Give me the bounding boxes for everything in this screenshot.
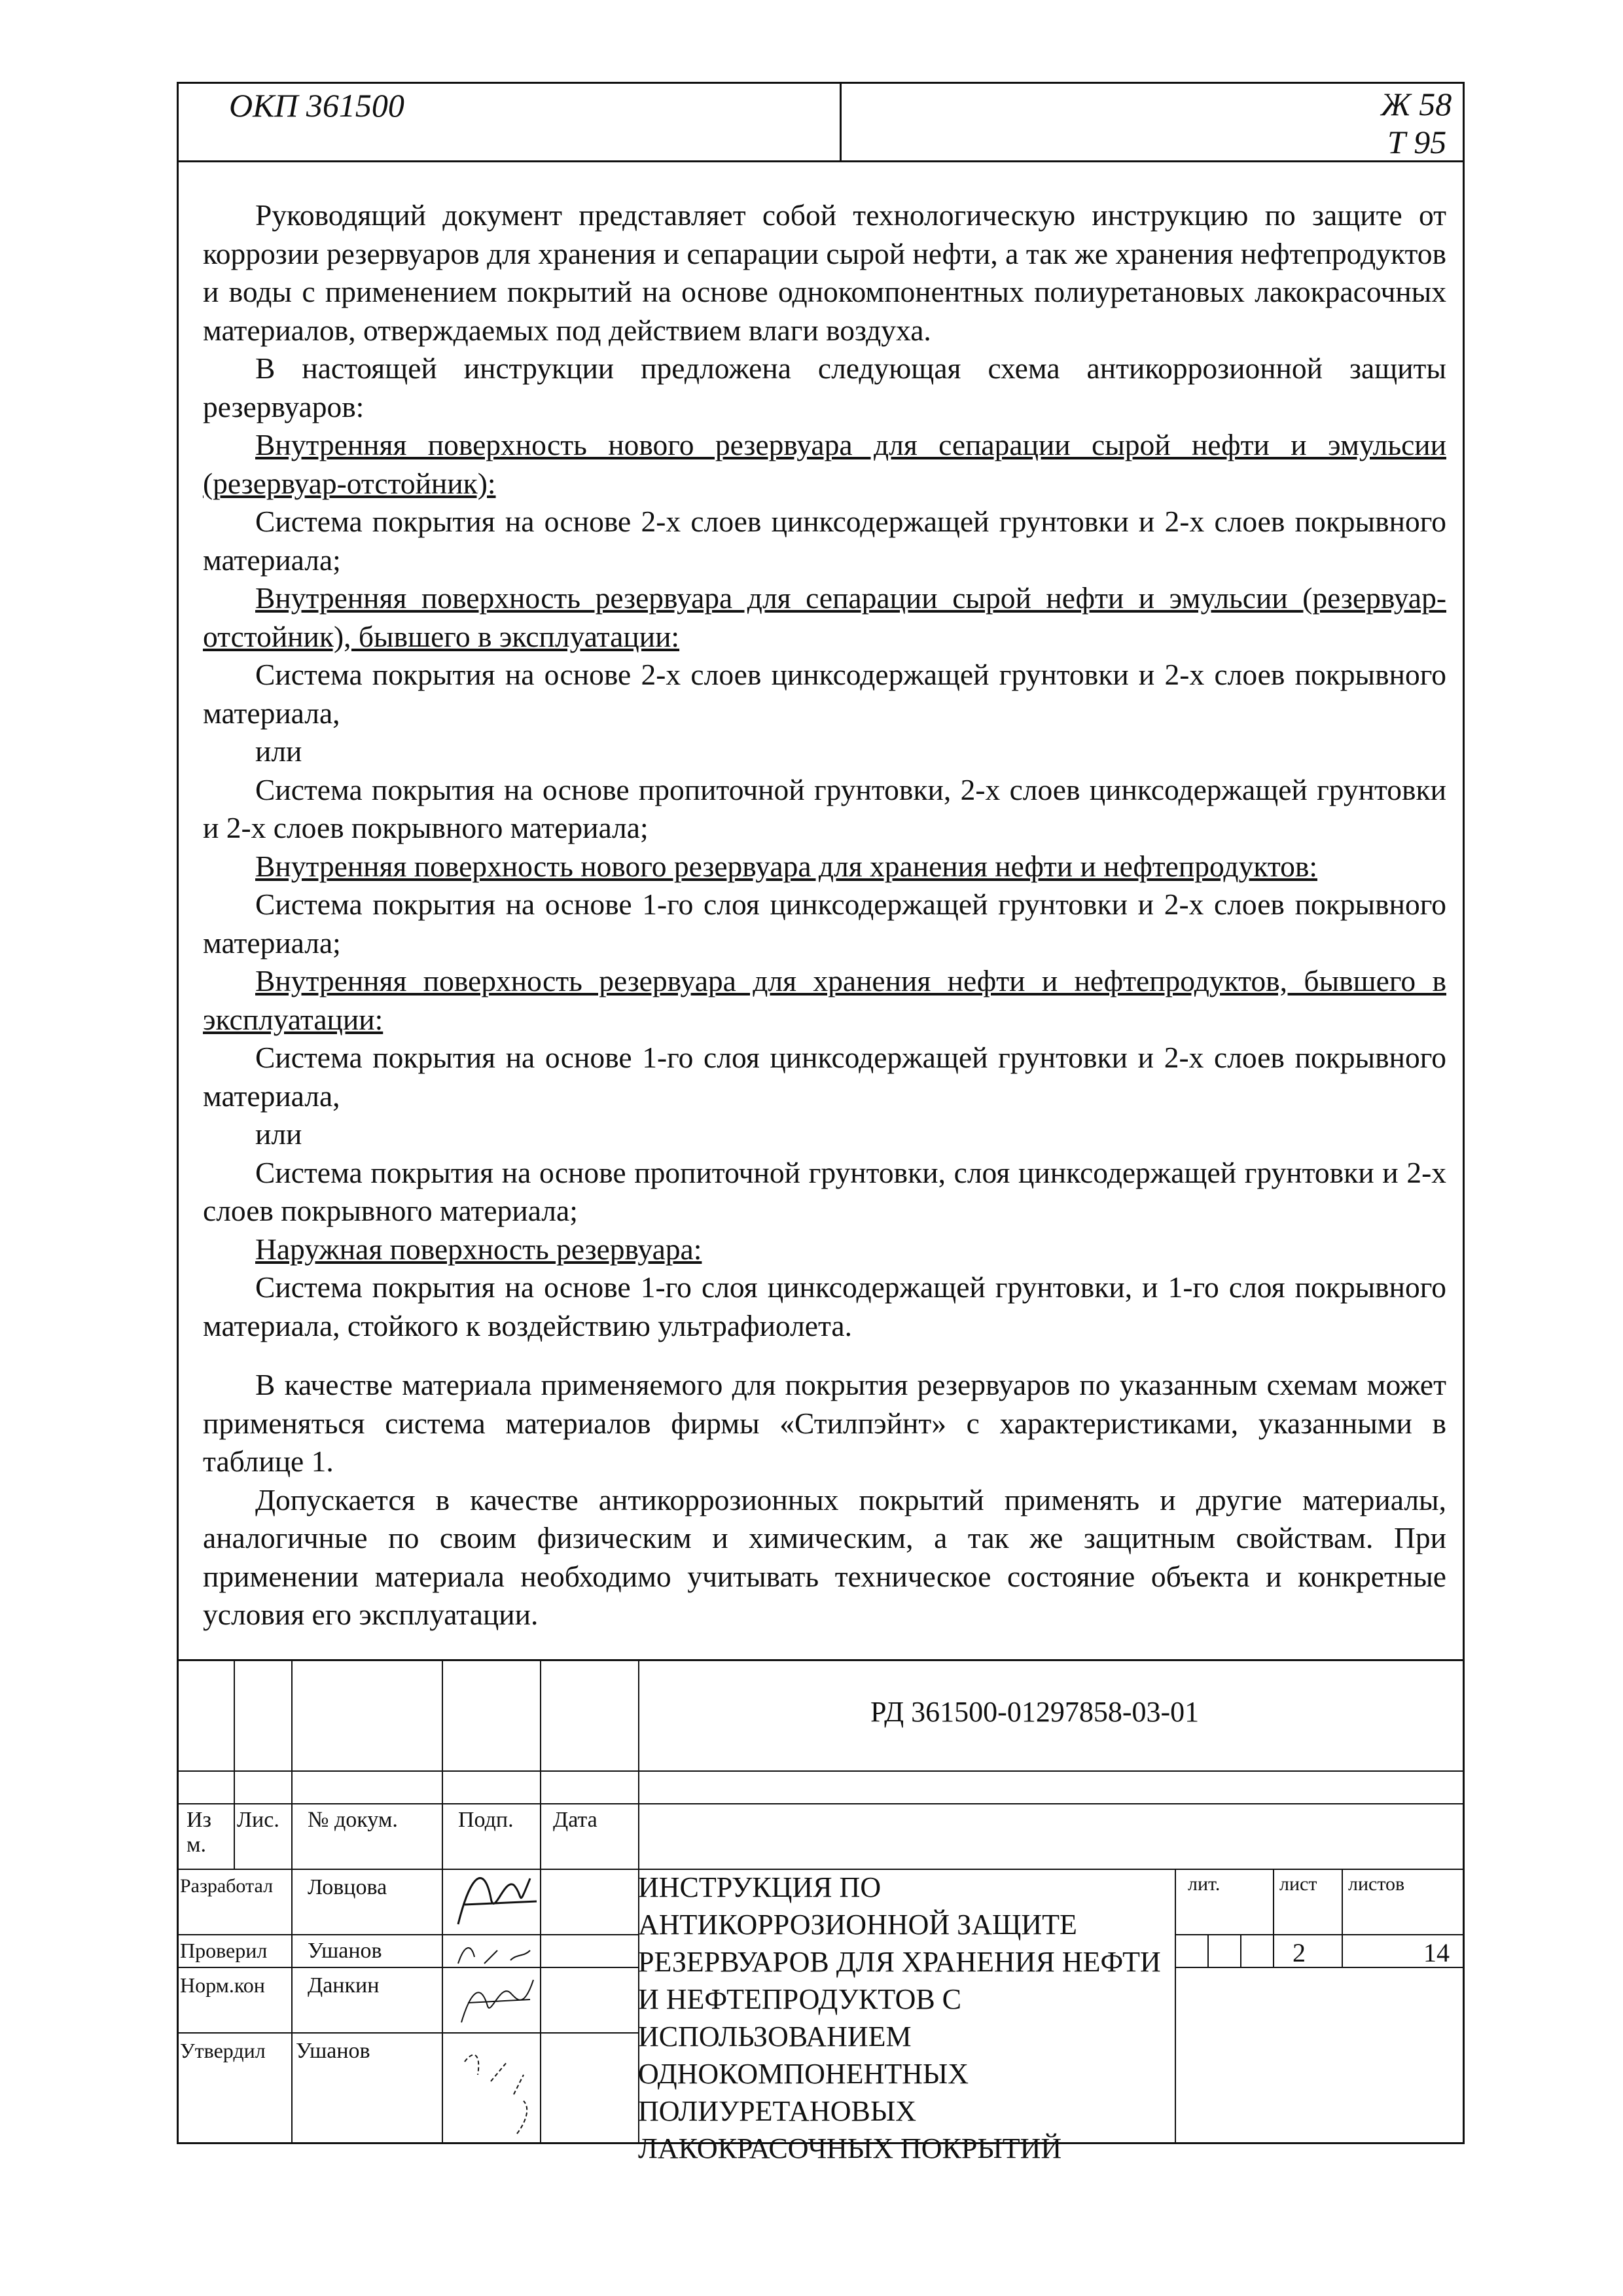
- name-approver: Ушанов: [296, 2039, 370, 2063]
- stamp-row-line-2: [177, 1803, 1465, 1804]
- role-normcontrol: Норм.кон: [180, 1973, 265, 1997]
- stamp-right-row-2: [1175, 1967, 1465, 1968]
- stamp-lit-sub-1: [1207, 1934, 1209, 1967]
- document-body: [203, 196, 1446, 1634]
- role-approver: Утвердил: [180, 2039, 266, 2062]
- document-code: РД 361500-01297858-03-01: [870, 1696, 1200, 1728]
- scheme-intro: В настоящей инструкции предложена следующая схема антикоррозионной защиты резервуаров:: [203, 351, 1446, 423]
- or-2: или: [255, 1117, 302, 1151]
- header-divider: [840, 82, 842, 160]
- role-developer: Разработал: [180, 1875, 274, 1897]
- section-heading-4: Внутренняя поверхность резервуара для хранения нефти и нефтепродуктов, бывшего в эксплуатации:: [203, 964, 1446, 1036]
- stamp-lit-div-2: [1342, 1869, 1343, 1967]
- alternatives-paragraph: Допускается в качестве антикоррозионных покрытий применять и другие материалы, аналогичные по своим физическим и химическим, а так же защитным свойствам. При применении материала необходимо учитывать техническое состояние объекта и конкретные условия его эксплуатации.: [203, 1482, 1446, 1631]
- role-checker: Проверил: [180, 1939, 268, 1962]
- system-2b: Система покрытия на основе пропиточной грунтовки, 2-х слоев цинксодержащей грунтовки и 2-х слоев покрывного материала;: [203, 772, 1446, 844]
- system-3: Система покрытия на основе 1-го слоя цинксодержащей грунтовки и 2-х слоев покрывного материала;: [203, 888, 1446, 960]
- system-4a: Система покрытия на основе 1-го слоя цинксодержащей грунтовки и 2-х слоев покрывного материала,: [203, 1041, 1446, 1113]
- system-2a: Система покрытия на основе 2-х слоев цинксодержащей грунтовки и 2-х слоев покрывного материала,: [203, 658, 1446, 730]
- name-checker: Ушанов: [308, 1939, 382, 1963]
- stamp-row-line-5: [177, 1967, 638, 1968]
- stamp-row-line-1: [177, 1770, 1465, 1772]
- header-code-1: Ж 58: [1381, 86, 1452, 122]
- stamp-lit-div-1: [1273, 1869, 1274, 1967]
- intro-paragraph: Руководящий документ представляет собой технологическую инструкцию по защите от коррозии резервуаров для хранения и сепарации сырой нефти, а так же хранения нефтепродуктов и воды с применением покрытий на основе однокомпонентных полиуретановых лакокрасочных материалов, отверждаемых под действием влаги воздуха.: [203, 198, 1446, 347]
- materials-paragraph: В качестве материала применяемого для покрытия резервуаров по указанным схемам может применяться система материалов фирмы «Стилпэйнт» с характеристиками, указанными в таблице 1.: [203, 1368, 1446, 1478]
- section-heading-5: Наружная поверхность резервуара:: [255, 1232, 702, 1266]
- stamp-row-line-4: [177, 1934, 638, 1935]
- sheets-label: листов: [1348, 1873, 1405, 1895]
- signature-developer: [452, 1859, 543, 1937]
- document-title: ИНСТРУКЦИЯ ПО АНТИКОРРОЗИОННОЙ ЗАЩИТЕ РЕЗЕРВУАРОВ ДЛЯ ХРАНЕНИЯ НЕФТИ И НЕФТЕПРОДУКТОВ С ИСПОЛЬЗОВАНИЕМ ОДНОКОМПОНЕНТНЫХ ПОЛИУРЕТАНОВЫХ ЛАКОКРАСОЧНЫХ ПОКРЫТИЙ: [638, 1871, 1161, 2164]
- col-izm: Из м.: [187, 1808, 211, 1857]
- stamp-row-line-6: [177, 2032, 638, 2034]
- signature-checker: [452, 1937, 537, 1970]
- col-list: Лис.: [237, 1808, 279, 1832]
- stamp-top-line: [177, 1659, 1465, 1661]
- system-1: Система покрытия на основе 2-х слоев цинксодержащей грунтовки и 2-х слоев покрывного материала;: [203, 505, 1446, 577]
- sheet-number: 2: [1293, 1938, 1306, 1967]
- frame-top: [177, 82, 1465, 84]
- stamp-col-1: [234, 1659, 235, 1869]
- or-1: или: [255, 734, 302, 768]
- col-date: Дата: [553, 1808, 597, 1832]
- col-sign: Подп.: [458, 1808, 514, 1832]
- signature-approver: [452, 2036, 543, 2140]
- header-code-2: Т 95: [1387, 124, 1447, 160]
- stamp-right-row-1: [1175, 1934, 1465, 1935]
- spacer: [203, 1345, 1446, 1366]
- name-developer: Ловцова: [308, 1875, 387, 1899]
- lit-label: лит.: [1188, 1873, 1221, 1895]
- signature-normcontrol: [452, 1970, 543, 2029]
- sheet-label: лист: [1279, 1873, 1317, 1895]
- header-bottom-line: [177, 160, 1465, 162]
- system-4b: Система покрытия на основе пропиточной грунтовки, слоя цинксодержащей грунтовки и 2-х слоев покрывного материала;: [203, 1155, 1446, 1227]
- frame-right: [1463, 82, 1465, 2144]
- stamp-lit-sub-2: [1240, 1934, 1241, 1967]
- section-heading-1: Внутренняя поверхность нового резервуара для сепарации сырой нефти и эмульсии (резервуар-отстойник):: [203, 428, 1446, 500]
- name-normcontrol: Данкин: [308, 1973, 380, 1998]
- system-5: Система покрытия на основе 1-го слоя цинксодержащей грунтовки, и 1-го слоя покрывного материала, стойкого к воздействию ультрафиолета.: [203, 1270, 1446, 1342]
- okp-code: ОКП 361500: [229, 87, 404, 124]
- frame-left: [177, 82, 179, 2144]
- stamp-row-line-3: [177, 1869, 638, 1870]
- section-heading-2: Внутренняя поверхность резервуара для сепарации сырой нефти и эмульсии (резервуар-отстойник), бывшего в эксплуатации:: [203, 581, 1446, 653]
- stamp-col-6: [1175, 1869, 1176, 2144]
- stamp-col-2: [291, 1659, 293, 2144]
- col-docnum: № докум.: [308, 1808, 398, 1832]
- section-heading-3: Внутренняя поверхность нового резервуара для хранения нефти и нефтепродуктов:: [255, 849, 1317, 883]
- sheets-count: 14: [1423, 1938, 1450, 1967]
- stamp-col-3: [442, 1659, 443, 2144]
